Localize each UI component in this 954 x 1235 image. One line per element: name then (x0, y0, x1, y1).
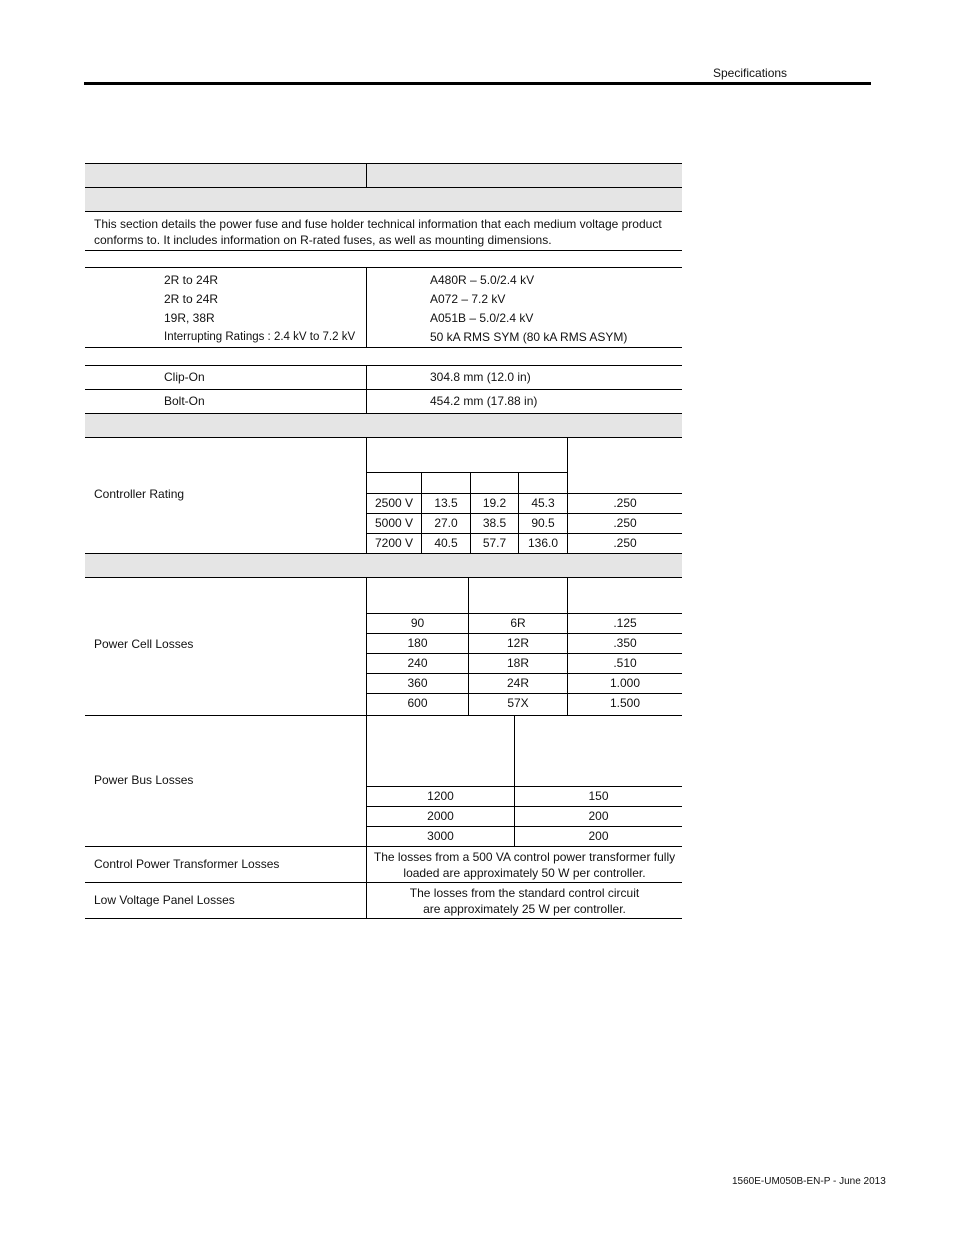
table-cell: 180 (366, 634, 468, 654)
section-row-heat-losses (85, 554, 682, 578)
controller-subheader (470, 473, 518, 494)
mounting-row-clip-on (85, 366, 682, 390)
intro-row (85, 212, 682, 251)
fuse-model-1: A480R – 5.0/2.4 kV (430, 273, 535, 287)
mounting-header (85, 348, 682, 366)
fuse-range-3: 19R, 38R (164, 311, 215, 325)
fuse-ratings-row (85, 268, 682, 348)
cpt-losses-text (367, 849, 682, 881)
power-cell-label: Power Cell Losses (94, 637, 194, 651)
table-cell: .350 (567, 634, 682, 654)
controller-subheader (366, 473, 421, 494)
mounting-dimension: 304.8 mm (12.0 in) (430, 370, 531, 384)
lvp-losses-text (367, 885, 682, 917)
header-rule (84, 82, 871, 85)
section-row-controller (85, 414, 682, 438)
table-cell: 24R (468, 674, 567, 694)
power-cell-block (85, 578, 682, 716)
mounting-type: Bolt-On (164, 394, 205, 408)
fuse-range-list (164, 271, 355, 347)
lvp-line-2: are approximately 25 W per controller. (423, 902, 626, 916)
intro-line-1: This section details the power fuse and fuse holder technical information that each medium voltage product (94, 217, 662, 231)
table-cell: .125 (567, 614, 682, 634)
cpt-line-1: The losses from a 500 VA control power transformer fully (373, 850, 676, 864)
table-cell: 18R (468, 654, 567, 674)
spec-table (85, 163, 682, 919)
table-cell: 19.2 (470, 494, 518, 514)
lvp-losses-row (85, 883, 682, 919)
table-cell: 38.5 (470, 514, 518, 534)
table-cell: .250 (567, 534, 682, 553)
table-cell: 45.3 (518, 494, 567, 514)
cpt-losses-row (85, 847, 682, 883)
lvp-line-1: The losses from the standard control circuit (409, 886, 640, 900)
table-cell: 90 (366, 614, 468, 634)
fuse-model-list (430, 271, 627, 347)
mounting-type: Clip-On (164, 370, 205, 384)
mounting-row-bolt-on (85, 390, 682, 414)
table-cell: 200 (514, 827, 682, 846)
fuse-type-header (85, 251, 682, 268)
fuse-model-3: A051B – 5.0/2.4 kV (430, 311, 534, 325)
table-cell: 1.000 (567, 674, 682, 694)
table-cell: 150 (514, 787, 682, 807)
table-cell: 136.0 (518, 534, 567, 553)
table-cell: 3000 (366, 827, 514, 846)
mounting-dimension: 454.2 mm (17.88 in) (430, 394, 538, 408)
table-cell: 2000 (366, 807, 514, 827)
table-cell: 7200 V (366, 534, 421, 553)
fuse-range-2: 2R to 24R (164, 292, 219, 306)
section-row-power-fuses (85, 188, 682, 212)
power-cell-header (468, 578, 567, 614)
controller-rating-block (85, 438, 682, 554)
table-cell: 57X (468, 694, 567, 715)
table-cell: 13.5 (421, 494, 470, 514)
table-cell: 200 (514, 807, 682, 827)
table-title-row (85, 163, 682, 188)
power-cell-header (366, 578, 468, 614)
controller-rating-label: Controller Rating (94, 487, 185, 501)
running-header: Specifications (713, 66, 788, 80)
controller-subheader (421, 473, 470, 494)
controller-subheader (518, 473, 567, 494)
power-bus-label: Power Bus Losses (94, 773, 194, 787)
power-bus-block (85, 716, 682, 847)
table-cell: .510 (567, 654, 682, 674)
controller-group-header (366, 438, 567, 473)
table-cell: .250 (567, 494, 682, 514)
power-cell-header (567, 578, 682, 614)
fuse-model-2: A072 – 7.2 kV (430, 292, 506, 306)
intro-line-2: conforms to. It includes information on R-rated fuses, as well as mounting dimensions. (94, 233, 552, 247)
power-bus-header (366, 716, 514, 787)
table-cell: 360 (366, 674, 468, 694)
table-cell: .250 (567, 514, 682, 534)
table-cell: 1200 (366, 787, 514, 807)
cpt-line-2: loaded are approximately 50 W per controller. (403, 866, 646, 880)
intro-text (94, 216, 662, 248)
interrupting-ratings: Interrupting Ratings : 2.4 kV to 7.2 kV (164, 331, 356, 343)
table-cell: 2500 V (366, 494, 421, 514)
controller-last-header (567, 438, 682, 494)
table-cell: 57.7 (470, 534, 518, 553)
interrupting-value: 50 kA RMS SYM (80 kA RMS ASYM) (430, 330, 628, 344)
cpt-losses-label: Control Power Transformer Losses (94, 857, 280, 871)
table-cell: 27.0 (421, 514, 470, 534)
table-cell: 6R (468, 614, 567, 634)
footer-doc-id: 1560E-UM050B-EN-P - June 2013 (732, 1176, 886, 1187)
table-cell: 40.5 (421, 534, 470, 553)
table-cell: 12R (468, 634, 567, 654)
table-cell: 90.5 (518, 514, 567, 534)
power-bus-header (514, 716, 682, 787)
fuse-range-1: 2R to 24R (164, 273, 219, 287)
table-cell: 240 (366, 654, 468, 674)
lvp-losses-label: Low Voltage Panel Losses (94, 893, 235, 907)
table-cell: 1.500 (567, 694, 682, 715)
table-cell: 5000 V (366, 514, 421, 534)
table-cell: 600 (366, 694, 468, 715)
